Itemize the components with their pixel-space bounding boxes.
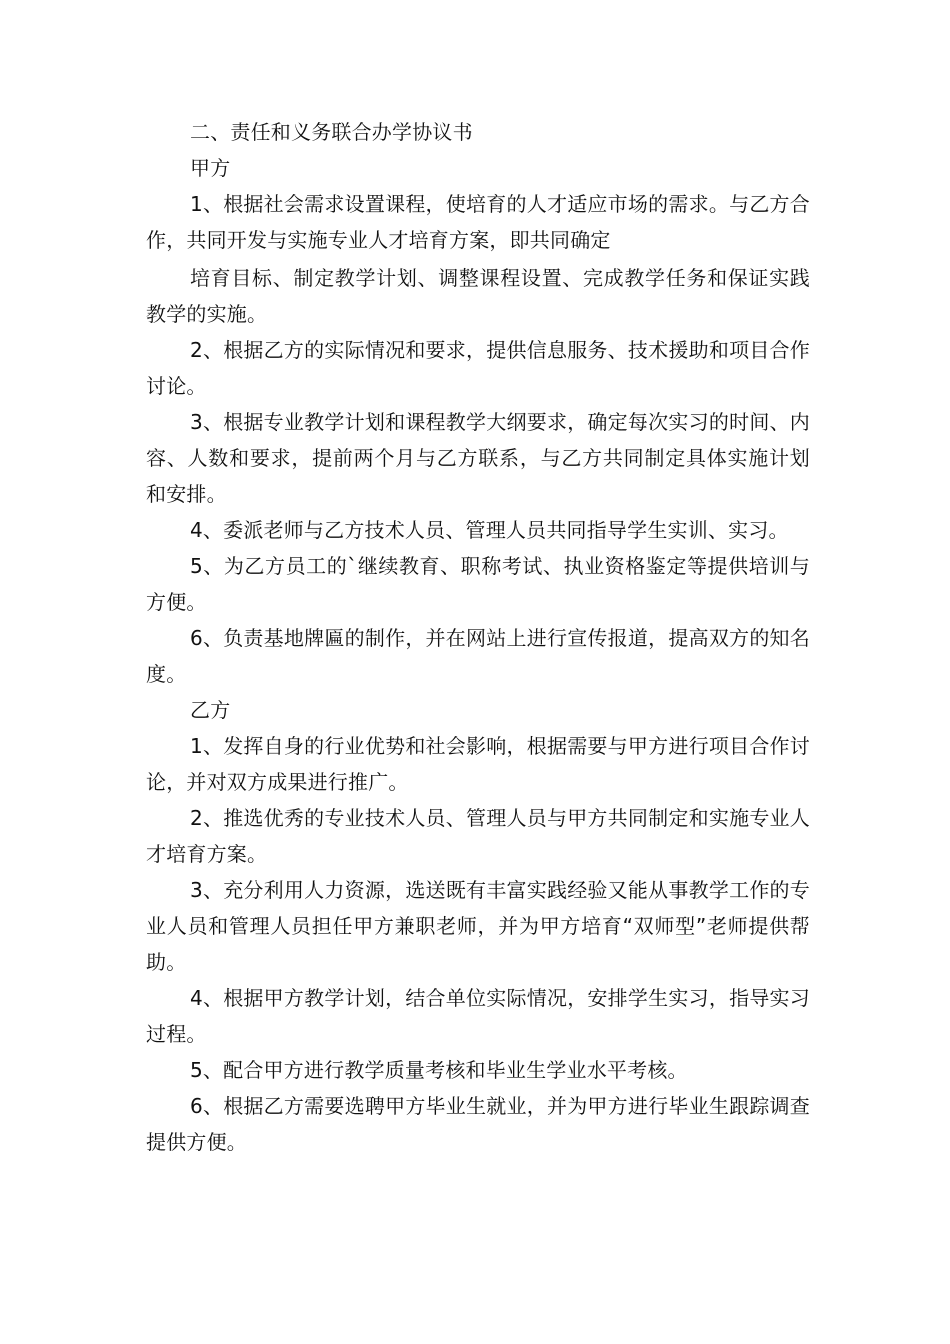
party-b-item-4: 4、根据甲方教学计划，结合单位实际情况，安排学生实习，指导实习过程。: [146, 986, 810, 1046]
party-a-item-1-continued: 培育目标、制定教学计划、调整课程设置、完成教学任务和保证实践教学的实施。: [146, 266, 810, 326]
party-b-heading: 乙方: [190, 698, 231, 722]
party-b-item-2: 2、推选优秀的专业技术人员、管理人员与甲方共同制定和实施专业人才培育方案。: [146, 806, 810, 866]
party-a-item-1: 1、根据社会需求设置课程，使培育的人才适应市场的需求。与乙方合作，共同开发与实施专业人才培育方案，即共同确定: [146, 192, 810, 252]
document-title: 二、责任和义务联合办学协议书: [190, 120, 473, 144]
party-b-item-6: 6、根据乙方需要选聘甲方毕业生就业，并为甲方进行毕业生跟踪调查提供方便。: [146, 1094, 810, 1154]
document-page: [146, 114, 810, 1160]
party-a-item-3: 3、根据专业教学计划和课程教学大纲要求，确定每次实习的时间、内容、人数和要求，提前两个月与乙方联系，与乙方共同制定具体实施计划和安排。: [146, 410, 810, 506]
party-a-item-4: 4、委派老师与乙方技术人员、管理人员共同指导学生实训、实习。: [190, 518, 789, 542]
party-a-heading: 甲方: [190, 156, 231, 180]
party-b-item-3: 3、充分利用人力资源，选送既有丰富实践经验又能从事教学工作的专业人员和管理人员担任甲方兼职老师，并为甲方培育“双师型”老师提供帮助。: [146, 878, 810, 974]
party-b-item-1: 1、发挥自身的行业优势和社会影响，根据需要与甲方进行项目合作讨论，并对双方成果进行推广。: [146, 734, 810, 794]
party-a-item-6: 6、负责基地牌匾的制作，并在网站上进行宣传报道，提高双方的知名度。: [146, 626, 810, 686]
party-a-item-2: 2、根据乙方的实际情况和要求，提供信息服务、技术援助和项目合作讨论。: [146, 338, 810, 398]
party-b-item-5: 5、配合甲方进行教学质量考核和毕业生学业水平考核。: [190, 1058, 688, 1082]
party-a-item-5: 5、为乙方员工的`继续教育、职称考试、执业资格鉴定等提供培训与方便。: [146, 554, 810, 614]
